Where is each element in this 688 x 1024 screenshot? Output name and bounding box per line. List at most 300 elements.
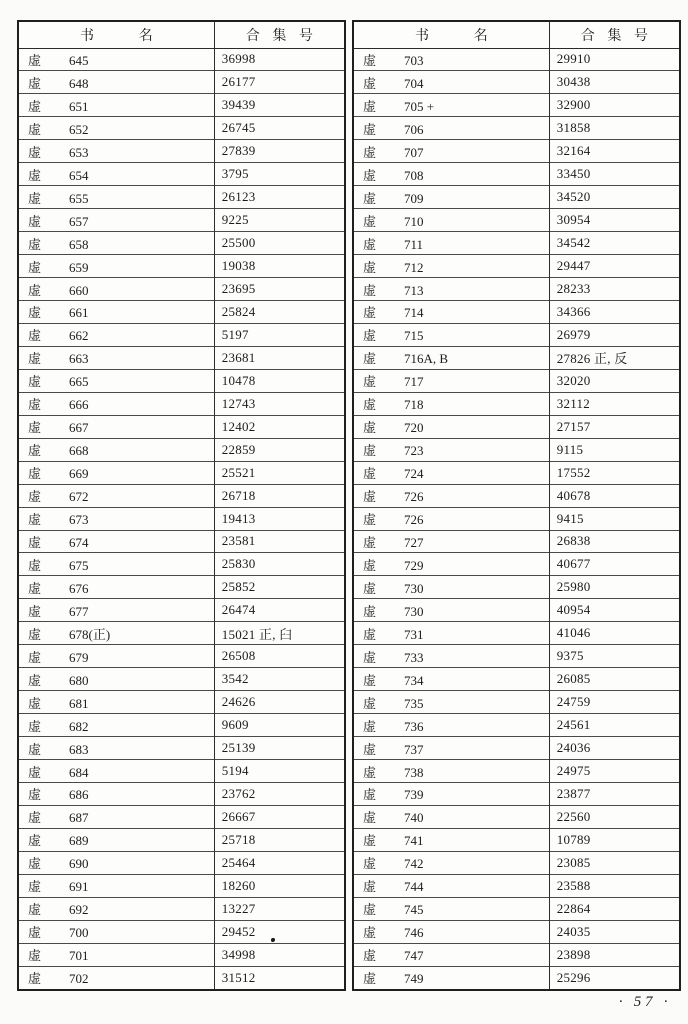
table-row: [353, 323, 680, 346]
book-name-cell: [18, 714, 214, 737]
book-prefix: 虚: [363, 695, 377, 711]
book-prefix: 虚: [363, 167, 377, 183]
book-name-cell: [18, 484, 214, 507]
book-prefix: 虚: [28, 512, 42, 528]
book-id: 709: [404, 190, 424, 206]
book-prefix: 虚: [363, 489, 377, 505]
heji-number-cell: 34520: [549, 186, 680, 209]
book-id: 741: [404, 833, 424, 849]
book-name-cell: [18, 438, 214, 461]
heji-number-cell: 25830: [214, 553, 345, 576]
heji-number-cell: 3542: [214, 668, 345, 691]
table-row: [353, 48, 680, 71]
book-id: 738: [404, 764, 424, 780]
book-id: 668: [69, 443, 89, 459]
heji-number-cell: 36998: [214, 48, 345, 71]
book-prefix: 虚: [363, 213, 377, 229]
book-prefix: 虚: [28, 213, 42, 229]
heji-number-cell: 26085: [549, 668, 680, 691]
book-name-cell: [353, 346, 549, 369]
concordance-table-right: [352, 20, 681, 991]
table-row: [18, 920, 345, 943]
book-prefix: 虚: [28, 489, 42, 505]
book-id: 707: [404, 144, 424, 160]
table-row: [353, 714, 680, 737]
table-row: [353, 163, 680, 186]
book-id: 665: [69, 374, 89, 390]
heji-number-cell: 5194: [214, 760, 345, 783]
table-row: [353, 278, 680, 301]
table-row: [18, 461, 345, 484]
book-name-cell: [18, 392, 214, 415]
book-prefix: 虚: [363, 971, 377, 987]
book-prefix: 虚: [28, 167, 42, 183]
heji-number-cell: 27826 正, 反: [549, 346, 680, 369]
book-prefix: 虚: [363, 626, 377, 642]
table-row: [18, 300, 345, 323]
book-name-cell: [18, 232, 214, 255]
book-name-cell: [353, 737, 549, 760]
book-name-cell: [353, 186, 549, 209]
heji-number-cell: 25296: [549, 966, 680, 990]
table-row: [18, 369, 345, 392]
book-name-cell: [353, 691, 549, 714]
book-name-cell: [18, 415, 214, 438]
table-row: [18, 186, 345, 209]
table-row: [18, 966, 345, 990]
book-name-cell: [353, 530, 549, 553]
book-prefix: 虚: [28, 351, 42, 367]
table-row: [18, 48, 345, 71]
heji-number-cell: 26979: [549, 323, 680, 346]
book-id: 683: [69, 741, 89, 757]
table-row: [353, 369, 680, 392]
book-prefix: 虚: [363, 236, 377, 252]
book-id: 678(正): [69, 626, 111, 642]
heji-number-cell: 15021 正, 臼: [214, 622, 345, 645]
table-header-row: [18, 21, 345, 48]
table-row: [353, 691, 680, 714]
table-row: [18, 71, 345, 94]
heji-number-cell: 34366: [549, 300, 680, 323]
table-row: [18, 232, 345, 255]
table-row: [18, 737, 345, 760]
book-name-cell: [18, 622, 214, 645]
book-name-cell: [353, 576, 549, 599]
book-prefix: 虚: [28, 328, 42, 344]
book-name-cell: [18, 668, 214, 691]
book-id: 652: [69, 121, 89, 137]
concordance-table-left: [17, 20, 346, 991]
heji-number-cell: 23588: [549, 874, 680, 897]
book-name-cell: [18, 691, 214, 714]
heji-number-cell: 22560: [549, 805, 680, 828]
heji-number-cell: 30954: [549, 209, 680, 232]
book-prefix: 虚: [363, 443, 377, 459]
book-name-cell: [18, 737, 214, 760]
table-row: [353, 232, 680, 255]
book-id: 701: [69, 948, 89, 964]
book-prefix: 虚: [28, 810, 42, 826]
book-id: 711: [404, 236, 424, 252]
book-prefix: 虚: [363, 603, 377, 619]
header-book-name: 书名: [353, 21, 549, 48]
book-name-cell: [18, 828, 214, 851]
book-id: 726: [404, 489, 424, 505]
book-name-cell: [353, 553, 549, 576]
book-id: 724: [404, 466, 424, 482]
book-id: 718: [404, 397, 424, 413]
book-prefix: 虚: [363, 420, 377, 436]
table-row: [353, 828, 680, 851]
book-prefix: 虚: [363, 351, 377, 367]
heji-number-cell: 34998: [214, 943, 345, 966]
heji-number-cell: 24035: [549, 920, 680, 943]
book-prefix: 虚: [363, 833, 377, 849]
book-name-cell: [18, 920, 214, 943]
table-row: [353, 576, 680, 599]
book-prefix: 虚: [28, 305, 42, 321]
book-name-cell: [18, 507, 214, 530]
heji-number-cell: 23695: [214, 278, 345, 301]
heji-number-cell: 31858: [549, 117, 680, 140]
book-prefix: 虚: [28, 75, 42, 91]
book-id: 663: [69, 351, 89, 367]
book-id: 735: [404, 695, 424, 711]
book-name-cell: [18, 966, 214, 990]
heji-number-cell: 23898: [549, 943, 680, 966]
book-id: 682: [69, 718, 89, 734]
table-row: [18, 943, 345, 966]
table-row: [18, 117, 345, 140]
book-name-cell: [353, 369, 549, 392]
book-prefix: 虚: [28, 397, 42, 413]
table-row: [18, 209, 345, 232]
book-name-cell: [353, 966, 549, 990]
book-id: 706: [404, 121, 424, 137]
book-name-cell: [353, 599, 549, 622]
book-id: 692: [69, 902, 89, 918]
book-name-cell: [353, 300, 549, 323]
table-row: [18, 140, 345, 163]
book-prefix: 虚: [363, 534, 377, 550]
book-name-cell: [18, 323, 214, 346]
heji-number-cell: 25464: [214, 851, 345, 874]
table-row: [18, 897, 345, 920]
book-prefix: 虚: [28, 443, 42, 459]
book-name-cell: [353, 622, 549, 645]
book-id: 747: [404, 948, 424, 964]
book-prefix: 虚: [28, 603, 42, 619]
book-id: 677: [69, 603, 89, 619]
book-prefix: 虚: [28, 948, 42, 964]
book-name-cell: [353, 851, 549, 874]
table-row: [18, 323, 345, 346]
heji-number-cell: 24975: [549, 760, 680, 783]
book-id: 739: [404, 787, 424, 803]
book-name-cell: [18, 805, 214, 828]
table-row: [18, 760, 345, 783]
heji-number-cell: 40954: [549, 599, 680, 622]
book-name-cell: [353, 897, 549, 920]
book-prefix: 虚: [28, 649, 42, 665]
book-name-cell: [353, 71, 549, 94]
book-prefix: 虚: [363, 879, 377, 895]
heji-number-cell: 27839: [214, 140, 345, 163]
book-name-cell: [18, 186, 214, 209]
book-id: 651: [69, 98, 89, 114]
book-name-cell: [18, 278, 214, 301]
book-prefix: 虚: [28, 52, 42, 68]
book-id: 658: [69, 236, 89, 252]
heji-number-cell: 25824: [214, 300, 345, 323]
table-row: [353, 438, 680, 461]
heji-number-cell: 9609: [214, 714, 345, 737]
table-row: [353, 484, 680, 507]
heji-number-cell: 40677: [549, 553, 680, 576]
book-id: 740: [404, 810, 424, 826]
heji-number-cell: 26474: [214, 599, 345, 622]
book-id: 727: [404, 534, 424, 550]
table-row: [18, 255, 345, 278]
book-prefix: 虚: [363, 305, 377, 321]
heji-number-cell: 26745: [214, 117, 345, 140]
heji-number-cell: 24759: [549, 691, 680, 714]
book-prefix: 虚: [363, 397, 377, 413]
book-id: 655: [69, 190, 89, 206]
book-id: 684: [69, 764, 89, 780]
heji-number-cell: 29910: [549, 48, 680, 71]
book-prefix: 虚: [363, 52, 377, 68]
book-name-cell: [18, 530, 214, 553]
heji-number-cell: 22864: [549, 897, 680, 920]
heji-number-cell: 26508: [214, 645, 345, 668]
heji-number-cell: 18260: [214, 874, 345, 897]
heji-number-cell: 3795: [214, 163, 345, 186]
book-id: 726: [404, 512, 424, 528]
table-row: [18, 278, 345, 301]
table-row: [353, 507, 680, 530]
heji-number-cell: 12402: [214, 415, 345, 438]
book-name-cell: [18, 300, 214, 323]
book-prefix: 虚: [28, 144, 42, 160]
heji-number-cell: 26838: [549, 530, 680, 553]
table-row: [18, 576, 345, 599]
book-id: 675: [69, 557, 89, 573]
book-prefix: 虚: [363, 282, 377, 298]
book-name-cell: [18, 94, 214, 117]
book-prefix: 虚: [28, 121, 42, 137]
table-row: [353, 737, 680, 760]
heji-number-cell: 5197: [214, 323, 345, 346]
book-id: 673: [69, 512, 89, 528]
table-row: [353, 760, 680, 783]
book-name-cell: [353, 278, 549, 301]
book-prefix: 虚: [28, 741, 42, 757]
table-row: [353, 415, 680, 438]
heji-number-cell: 9375: [549, 645, 680, 668]
heji-number-cell: 24036: [549, 737, 680, 760]
book-id: 703: [404, 52, 424, 68]
book-prefix: 虚: [28, 557, 42, 573]
table-row: [353, 300, 680, 323]
book-id: 731: [404, 626, 424, 642]
table-row: [18, 553, 345, 576]
book-prefix: 虚: [28, 259, 42, 275]
book-name-cell: [18, 255, 214, 278]
book-id: 733: [404, 649, 424, 665]
header-book-name: 书名: [18, 21, 214, 48]
book-prefix: 虚: [363, 741, 377, 757]
page-number: · 57 ·: [618, 994, 672, 1010]
heji-number-cell: 32900: [549, 94, 680, 117]
table-row: [18, 484, 345, 507]
book-prefix: 虚: [28, 764, 42, 780]
table-row: [18, 851, 345, 874]
book-prefix: 虚: [28, 466, 42, 482]
heji-number-cell: 23877: [549, 783, 680, 806]
table-row: [18, 346, 345, 369]
book-prefix: 虚: [363, 466, 377, 482]
table-row: [18, 530, 345, 553]
book-id: 700: [69, 925, 89, 941]
heji-number-cell: 10478: [214, 369, 345, 392]
book-id: 705 +: [404, 98, 435, 114]
heji-number-cell: 25500: [214, 232, 345, 255]
book-prefix: 虚: [363, 672, 377, 688]
heji-number-cell: 34542: [549, 232, 680, 255]
heji-number-cell: 9115: [549, 438, 680, 461]
book-name-cell: [18, 645, 214, 668]
book-name-cell: [353, 232, 549, 255]
book-name-cell: [353, 714, 549, 737]
table-row: [18, 783, 345, 806]
book-prefix: 虚: [28, 902, 42, 918]
heji-number-cell: 25980: [549, 576, 680, 599]
book-prefix: 虚: [363, 98, 377, 114]
book-name-cell: [18, 874, 214, 897]
book-id: 742: [404, 856, 424, 872]
book-name-cell: [18, 48, 214, 71]
heji-number-cell: 17552: [549, 461, 680, 484]
book-id: 687: [69, 810, 89, 826]
book-prefix: 虚: [363, 512, 377, 528]
book-name-cell: [353, 392, 549, 415]
book-prefix: 虚: [28, 925, 42, 941]
table-row: [18, 668, 345, 691]
book-id: 686: [69, 787, 89, 803]
table-row: [353, 943, 680, 966]
book-id: 745: [404, 902, 424, 918]
table-row: [353, 209, 680, 232]
table-row: [18, 691, 345, 714]
book-name-cell: [353, 438, 549, 461]
book-prefix: 虚: [363, 557, 377, 573]
book-prefix: 虚: [28, 534, 42, 550]
table-row: [353, 966, 680, 990]
table-row: [353, 645, 680, 668]
book-name-cell: [353, 828, 549, 851]
book-id: 746: [404, 925, 424, 941]
heji-number-cell: 25718: [214, 828, 345, 851]
book-name-cell: [18, 71, 214, 94]
book-name-cell: [353, 668, 549, 691]
book-name-cell: [18, 163, 214, 186]
book-name-cell: [353, 140, 549, 163]
book-name-cell: [353, 920, 549, 943]
book-id: 723: [404, 443, 424, 459]
book-id: 704: [404, 75, 424, 91]
table-row: [353, 461, 680, 484]
table-row: [353, 553, 680, 576]
table-row: [353, 71, 680, 94]
heji-number-cell: 22859: [214, 438, 345, 461]
heji-number-cell: 28233: [549, 278, 680, 301]
book-id: 660: [69, 282, 89, 298]
book-name-cell: [353, 415, 549, 438]
table-row: [353, 255, 680, 278]
book-name-cell: [353, 484, 549, 507]
heji-number-cell: 40678: [549, 484, 680, 507]
book-prefix: 虚: [28, 282, 42, 298]
book-id: 676: [69, 580, 89, 596]
book-id: 730: [404, 603, 424, 619]
book-prefix: 虚: [28, 856, 42, 872]
book-prefix: 虚: [363, 259, 377, 275]
table-row: [18, 714, 345, 737]
book-id: 720: [404, 420, 424, 436]
book-prefix: 虚: [363, 649, 377, 665]
book-name-cell: [353, 805, 549, 828]
book-id: 674: [69, 534, 89, 550]
heji-number-cell: 23681: [214, 346, 345, 369]
book-prefix: 虚: [28, 718, 42, 734]
heji-number-cell: 24626: [214, 691, 345, 714]
book-prefix: 虚: [28, 787, 42, 803]
heji-number-cell: 33450: [549, 163, 680, 186]
book-id: 712: [404, 259, 424, 275]
heji-number-cell: 32020: [549, 369, 680, 392]
book-id: 714: [404, 305, 424, 321]
heji-number-cell: 39439: [214, 94, 345, 117]
book-id: 661: [69, 305, 89, 321]
heji-number-cell: 19413: [214, 507, 345, 530]
table-row: [353, 530, 680, 553]
book-name-cell: [353, 48, 549, 71]
table-row: [353, 851, 680, 874]
book-name-cell: [18, 897, 214, 920]
heji-number-cell: 31512: [214, 966, 345, 990]
book-name-cell: [353, 507, 549, 530]
book-id: 653: [69, 144, 89, 160]
book-prefix: 虚: [28, 971, 42, 987]
table-row: [353, 392, 680, 415]
table-row: [353, 186, 680, 209]
book-id: 749: [404, 971, 424, 987]
heji-number-cell: 27157: [549, 415, 680, 438]
book-id: 710: [404, 213, 424, 229]
heji-number-cell: 32164: [549, 140, 680, 163]
table-row: [353, 805, 680, 828]
heji-number-cell: 12743: [214, 392, 345, 415]
book-name-cell: [18, 140, 214, 163]
heji-number-cell: 32112: [549, 392, 680, 415]
heji-number-cell: 9415: [549, 507, 680, 530]
book-id: 702: [69, 971, 89, 987]
heji-number-cell: 26667: [214, 805, 345, 828]
book-name-cell: [18, 553, 214, 576]
book-name-cell: [18, 599, 214, 622]
